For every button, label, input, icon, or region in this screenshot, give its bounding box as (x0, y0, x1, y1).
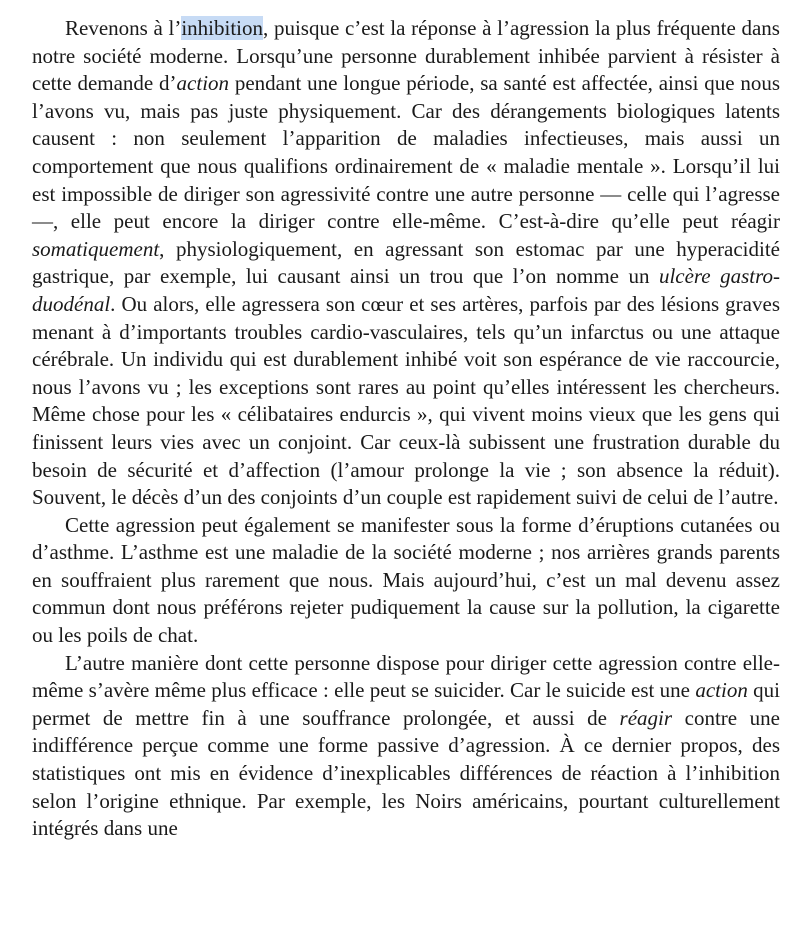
paragraph (32, 512, 780, 650)
text-run: Revenons à l’ (65, 16, 182, 40)
text-run: qui permet de mettre fin à une souffrance prolongée, et aussi de (32, 678, 780, 730)
paragraph (32, 15, 780, 512)
paragraph (32, 650, 780, 843)
text-run: Cette agression peut également se manifester sous la forme d’éruptions cutanées ou d’asthme. L’asthme est une maladie de la société moderne ; nos arrières grands parents en souffraient plus rarement que nous. Mais aujourd’hui, c’est un mal devenu assez commun dont nous préférons rejeter pudiquement la cause sur la pollution, la cigarette ou les poils de chat. (32, 512, 780, 648)
text-run: . Ou alors, elle agressera son cœur et ses artères, parfois par des lésions graves menant à d’importants troubles cardio-vasculaires, tels qu’un infarctus ou une attaque cérébrale. Un individu qui est durablement inhibé voit son espérance de vie raccourcie, nous l’avons vu ; les exceptions sont rares au point qu’elles intéressent les chercheurs. Même chose pour les « célibataires endurcis », qui vivent moins vieux que les gens qui finissent leurs vies avec un conjoint. Car ceux-là subissent une frustration durable du besoin de sécurité et d’affection (l’amour prolonge la vie ; son absence la réduit). Souvent, le décès d’un des conjoints d’un couple est rapidement suivi de celui de l’autre. (32, 291, 780, 510)
selected-text: inhibition (181, 16, 264, 40)
text-run: contre une indifférence perçue comme une forme passive d’agression. À ce dernier propos, des statistiques ont mis en évidence d’inexplicables différences de réaction à l’inhibition selon l’origine ethnique. Par exemple, les Noirs américains, pourtant culturellement intégrés dans une (32, 705, 780, 841)
italic-text: action (695, 678, 748, 703)
text-run: , puisque c’est la réponse à l’agression la plus fréquente dans notre société moderne. Lorsqu’une personne durablement inhibée parvient à résister à cette demande d’ (32, 16, 780, 96)
italic-text: réagir (619, 705, 673, 730)
document-page (32, 15, 780, 843)
text-run: pendant une longue période, sa santé est affectée, ainsi que nous l’avons vu, mais pas juste physiquement. Car des dérangements biologiques latents causent : non seulement l’apparition de maladies infectieuses, mais aussi un comportement que nous qualifions ordinairement de « maladie mentale ». Lorsqu’il lui est impossible de diriger son agressivité contre une autre personne — celle qui l’agresse —, elle peut encore la diriger contre elle-même. C’est-à-dire qu’elle peut réagir (32, 71, 781, 234)
italic-text: ulcère gastro-duodénal (32, 264, 780, 316)
text-run: , physiologiquement, en agressant son estomac par une hyperacidité gastrique, par exemple, lui causant ainsi un trou que l’on nomme un (32, 236, 780, 289)
text-run: L’autre manière dont cette personne dispose pour diriger cette agression contre elle-même s’avère même plus efficace : elle peut se suicider. Car le suicide est une (32, 650, 780, 703)
italic-text: action (176, 71, 230, 96)
italic-text: somatiquement (32, 236, 160, 261)
